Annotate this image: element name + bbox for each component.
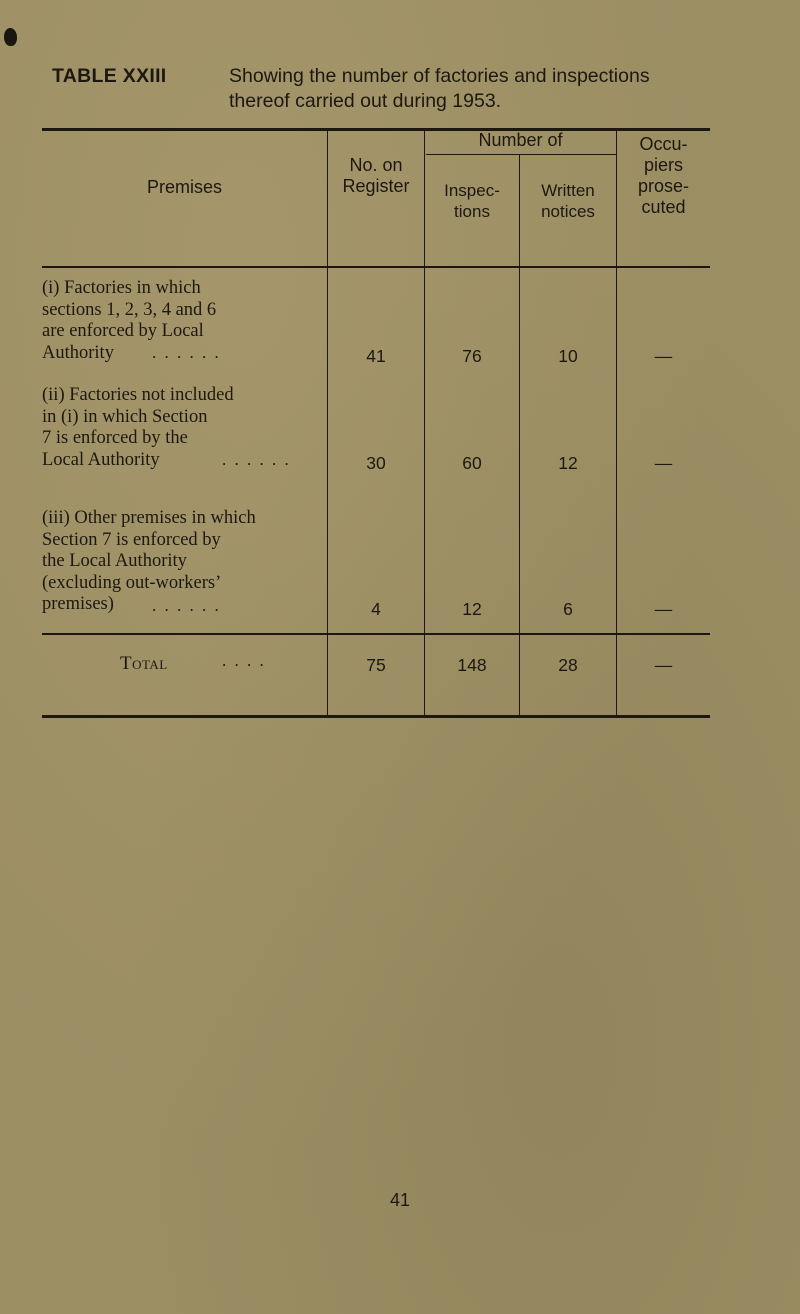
- header-written-notices: [520, 180, 616, 222]
- row-1-premises: (i) Factories in which sections 1, 2, 3, 4 and 6 are enforced by Local Authority: [42, 278, 217, 363]
- row-1-notices: 10: [558, 346, 578, 366]
- column-divider-4: [616, 131, 617, 717]
- header-occupiers-line3: prose-: [637, 176, 690, 196]
- row-3-leader-dots: . . . . . .: [152, 596, 221, 615]
- total-notices: 28: [558, 655, 578, 675]
- number-of-underline: [426, 154, 616, 155]
- header-occupiers-line1: Occu-: [639, 134, 688, 154]
- total-leader-dots: . . . .: [222, 651, 266, 670]
- header-inspections: [425, 180, 519, 222]
- row-3-notices: 6: [563, 599, 573, 619]
- row-3-register: 4: [371, 599, 381, 619]
- header-inspections-line1: Inspec-: [444, 181, 500, 200]
- row-1-leader-dots: . . . . . .: [152, 343, 221, 362]
- page-number: 41: [389, 1190, 411, 1210]
- total-register: 75: [366, 655, 386, 675]
- row-1-register: 41: [366, 346, 386, 366]
- row-2-notices: 12: [558, 453, 578, 473]
- row-1-inspections: 76: [462, 346, 482, 366]
- header-notices-line2: notices: [541, 202, 595, 221]
- table-label: TABLE XXIII: [52, 65, 167, 87]
- row-2-prosecuted: —: [654, 453, 673, 473]
- row-2-premises: (ii) Factories not included in (i) in which Section 7 is enforced by the Local Authority: [42, 385, 234, 470]
- row-3-inspections: 12: [462, 599, 482, 619]
- table-title: [229, 64, 749, 114]
- ink-blot-mark: [4, 28, 17, 46]
- header-notices-line1: Written: [541, 181, 595, 200]
- row-3-prosecuted: —: [654, 599, 673, 619]
- header-number-of: Number of: [478, 130, 563, 150]
- body-bottom-rule: [42, 633, 710, 635]
- total-prosecuted: —: [654, 655, 673, 675]
- table-title-line2: thereof carried out during 1953.: [229, 90, 502, 112]
- total-inspections: 148: [457, 655, 487, 675]
- total-label: Total: [120, 653, 168, 674]
- row-1-prosecuted: —: [654, 346, 673, 366]
- row-3-premises: (iii) Other premises in which Section 7 is enforced by the Local Authority (excluding out-workers’ premises): [42, 508, 256, 614]
- header-bottom-rule: [42, 266, 710, 268]
- header-occupiers-line4: cuted: [641, 197, 686, 217]
- row-2-register: 30: [366, 453, 386, 473]
- header-occupiers-prosecuted: [617, 134, 710, 218]
- table-title-line1: Showing the number of factories and inspections: [229, 65, 650, 87]
- header-occupiers-line2: piers: [643, 155, 683, 175]
- row-2-inspections: 60: [462, 453, 482, 473]
- header-premises: Premises: [146, 177, 222, 197]
- column-divider-3: [519, 155, 520, 717]
- column-divider-1: [327, 131, 328, 717]
- row-2-leader-dots: . . . . . .: [222, 450, 291, 469]
- header-no-on-register: [328, 155, 424, 197]
- table-bottom-rule: [42, 715, 710, 718]
- header-inspections-line2: tions: [454, 202, 490, 221]
- header-register-line1: No. on: [349, 155, 403, 175]
- header-register-line2: Register: [342, 176, 410, 196]
